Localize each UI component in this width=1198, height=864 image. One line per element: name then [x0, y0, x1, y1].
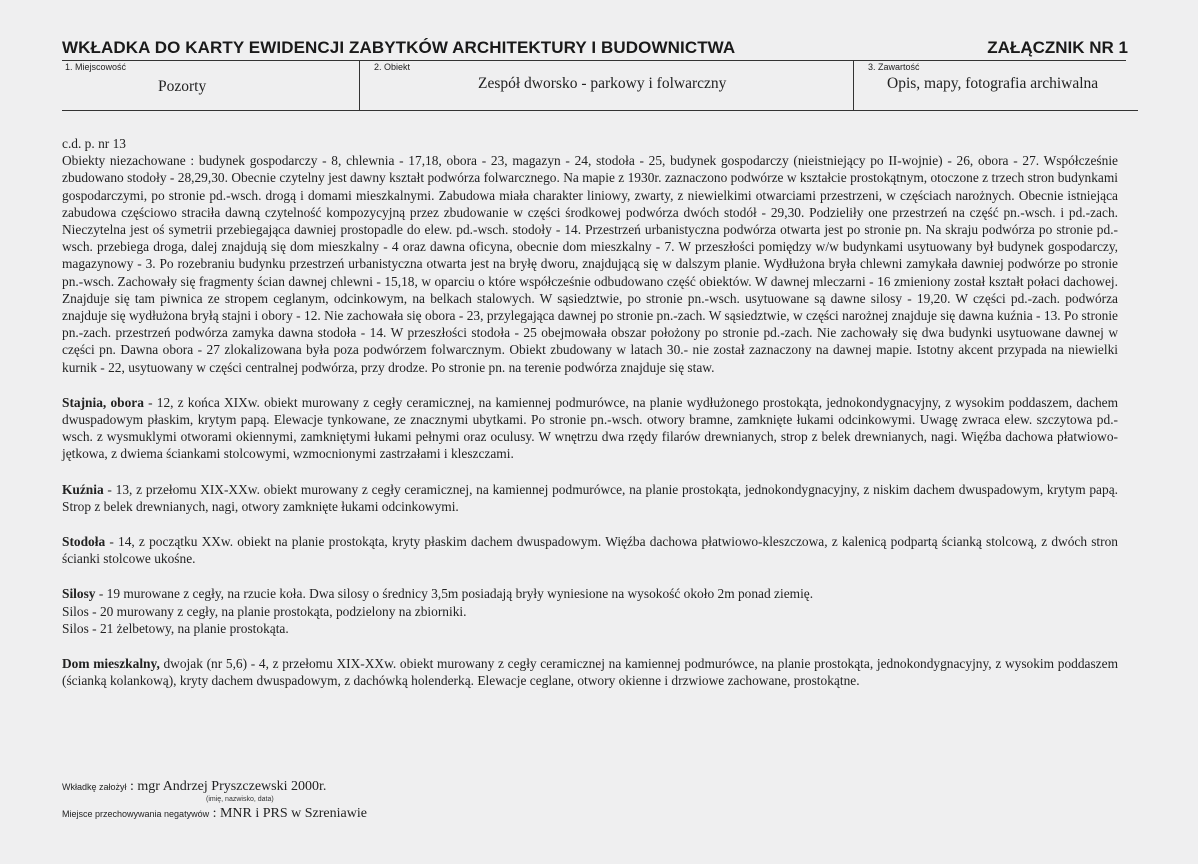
object-label: 2. Obiekt	[374, 62, 411, 72]
author-hint: (imię, nazwisko, data)	[206, 796, 274, 803]
continuation-note: c.d. p. nr 13	[62, 136, 126, 151]
silo-line-2: Silos - 20 murowany z cegły, na planie prostokąta, podzielony na zbiorniki.	[62, 603, 467, 619]
silo-heading: Silosy	[62, 586, 96, 602]
barn-heading: Stodoła	[62, 534, 106, 550]
barn-paragraph	[62, 533, 1118, 567]
description-body	[62, 135, 1118, 689]
house-paragraph	[62, 655, 1118, 689]
header-bottom-rule	[62, 110, 1138, 111]
annex-number: ZAŁĄCZNIK NR 1	[987, 38, 1128, 57]
stable-heading: Stajnia, obora	[62, 394, 144, 410]
silo-text-1: - 19 murowane z cegły, na rzucie koła. Dwa silosy o średnicy 3,5m posiadają bryły wyniesione na wysokość około 2m ponad ziemię.	[95, 586, 814, 602]
stable-text: - 12, z końca XIXw. obiekt murowany z cegły ceramicznej, na kamiennej podmurówce, na planie wydłużonego prostokąta, jednokondygnacyjny, z wysokim poddaszem, dachem dwuspadowym płaskim, krytym papą. Elewacje tynkowane, ze znacznymi ubytkami. Po stronie pn.-wsch. otwory bramne, zamknięte łukami odcinkowymi. Uwagę zwraca elew. szczytowa pd.-wsch. z wysmuklymi otworami okiennymi, zamkniętymi łukami pełnymi oraz oculusy. W wnętrzu dwa rzędy filarów drewnianych, strop z belek drewnianych, nagi. Więźba dachowa płatwiowo-jętkowa, z dwiema ściankami stolcowymi, wzmocnionymi zastrzałami i kleszczami.	[62, 394, 1118, 462]
content-label: 3. Zawartość	[868, 62, 920, 72]
author-value: : mgr Andrzej Pryszczewski 2000r.	[130, 779, 327, 794]
content-value: Opis, mapy, fotografia archiwalna	[887, 75, 1099, 92]
object-value: Zespół dworsko - parkowy i folwarczny	[478, 75, 727, 92]
document-title: WKŁADKA DO KARTY EWIDENCJI ZABYTKÓW ARCHITEKTURY I BUDOWNICTWA	[62, 38, 736, 57]
field-divider-1	[359, 60, 360, 111]
header-top-rule	[62, 60, 1126, 61]
intro-paragraph: Obiekty niezachowane : budynek gospodarczy - 8, chlewnia - 17,18, obora - 23, magazyn - 24, stodoła - 25, budynek gospodarczy (nieistniejący po II-wojnie) - 26, obora - 27. Współcześnie zbudowano stodoły - 28,29,30. Obecnie czytelny jest dawny kształt podwórza folwarcznego. Na mapie z 1930r. zaznaczono podwórze w kształcie prostokątnym, otoczone z trzech stron budynkami gospodarczymi, po stronie pd.-wsch. drogą i domami mieszkalnymi. Zabudowa miała charakter liniowy, zwarty, z niewielkimi otwarciami przestrzeni, w częściach narożnych. Obecnie istniejąca zabudowa częściowo straciła dawną czytelność kompozycyjną przez zbudowanie w części środkowej podwórza dwóch stodół - 29,30. Podzieliły one przestrzeń na część pn.-wsch. i pd.-zach. Nieczytelna jest oś symetrii przebiegająca dawniej prostopadle do elew. pd.-wsch. stodoły - 14. Przestrzeń urbanistyczna podwórza otwarta jest po stronie pn. Na skraju podwórza po stronie pd.-wsch. przebiega droga, dalej znajdują się dom mieszkalny - 4 oraz dawna oficyna, obecnie dom mieszkalny - 7. W przeszłości pomiędzy w/w budynkami usytuowany był budynek gospodarczy, magazynowy - 3. Po rozebraniu budynku przestrzeń urbanistyczna otwarta jest na bryłę dworu, znajdującą się w dalszym planie. Wydłużona bryła chlewni zamykała dawniej podwórze po stronie pn.-wsch. Zachowały się fragmenty ścian dawnej chlewni - 15,18, w oparciu o które współcześnie odbudowano część obiektów. W dawnej mleczarni - 16 zmieniony został kształt połaci dachowej. Znajduje się tam piwnica ze stropem ceglanym, odcinkowym, na belkach stalowych. W sąsiedztwie, po stronie pn.-wsch. usytuowane są dawne silosy - 19,20. W części pd.-zach. podwórza znajduje się wydłużona bryłą stajni i obory - 12. Nie zachowała się obora - 23, przylegająca dawnej po stronie pn.-zach. W sąsiedztwie, w części narożnej znajduje się dawna kuźnia - 13. Po stronie pn.-zach. przestrzeń podwórza zamyka dawna stodoła - 14. W przeszłości stodoła - 25 obejmowała obszar położony po stronie pd.-zach. Nie zachowały się dwa budynki usytuowane dawnej w części pn. Dawna obora - 27 zlokalizowana była poza podwórzem folwarcznym. Obiekt zbudowany w latach 30.- nie został zaznaczony na dawnej mapie. Istotny akcent przypada na niewielki kurnik - 22, usytuowany w części centralnej podwórza, przy drodze. Po stronie pn. na terenie podwórza znajduje się staw.	[62, 153, 1118, 375]
forge-heading: Kuźnia	[62, 481, 104, 497]
silo-line-3: Silos - 21 żelbetowy, na planie prostokąta.	[62, 620, 289, 636]
house-text: dwojak (nr 5,6) - 4, z przełomu XIX-XXw. obiekt murowany z cegły ceramicznej na kamiennej podmurówce, na planie prostokąta, jednokondygnacyjny, z wysokim poddaszem (ścianką kolankową), kryty dachem dwuspadowym, z dachówką holenderką. Elewacje ceglane, otwory okienne i drzwiowe zachowane, prostokątne.	[62, 656, 1118, 689]
storage-value: : MNR i PRS w Szreniawie	[212, 806, 367, 821]
forge-text: - 13, z przełomu XIX-XXw. obiekt murowany z cegły ceramicznej, na kamiennej podmurówce, na planie prostokąta, jednokondygnacyjny, z niskim dachem dwuspadowym, krytym papą. Strop z belek drewnianych, nagi, otwory zamknięte łukami odcinkowymi.	[62, 481, 1118, 514]
storage-line	[62, 806, 367, 822]
storage-label: Miejsce przechowywania negatywów	[62, 809, 210, 819]
field-divider-2	[853, 60, 854, 111]
place-value: Pozorty	[158, 78, 207, 95]
barn-text: - 14, z początku XXw. obiekt na planie prostokąta, kryty płaskim dachem dwuspadowym. Więźba dachowa płatwiowo-kleszczowa, z kalenicą podpartą ścianką stolcową, z dwóch stron ścianki stolcowe ukośne.	[62, 534, 1118, 567]
author-label: Wkładkę założył	[62, 782, 127, 792]
stable-paragraph	[62, 394, 1118, 463]
house-heading: Dom mieszkalny,	[62, 656, 160, 672]
author-line	[62, 779, 326, 795]
forge-paragraph	[62, 481, 1118, 515]
silo-paragraph	[62, 585, 1118, 602]
place-label: 1. Miejscowość	[65, 62, 127, 72]
